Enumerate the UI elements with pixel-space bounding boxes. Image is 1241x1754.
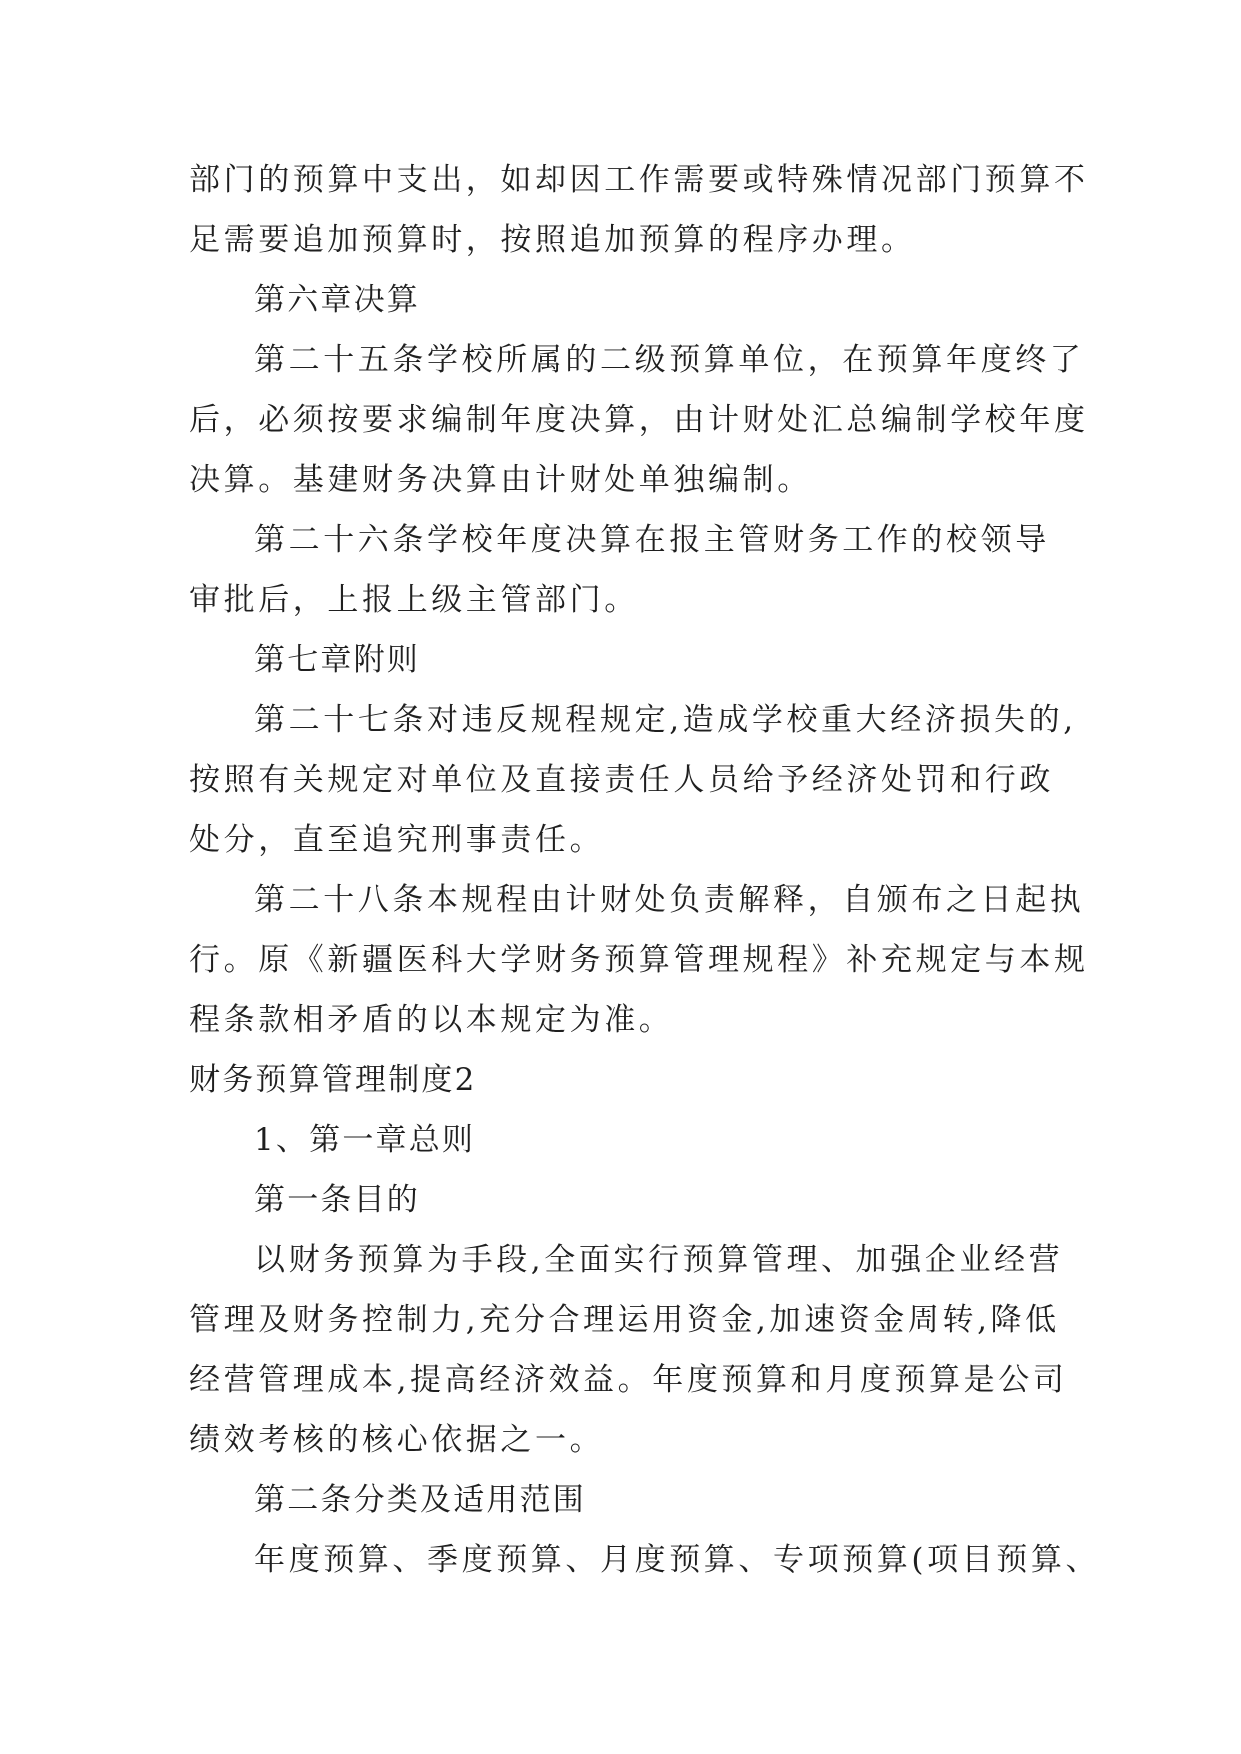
section-title: 财务预算管理制度2 [189,1062,477,1098]
paragraph-line: 以财务预算为手段,全面实行预算管理、加强企业经营 [254,1242,1064,1278]
chapter-heading: 第七章附则 [254,642,420,678]
article-heading: 第一条目的 [254,1182,420,1218]
article-heading: 第二条分类及适用范围 [254,1482,586,1518]
paragraph-line: 第二十八条本规程由计财处负责解释，自颁布之日起执 [254,882,1085,918]
paragraph-line: 程条款相矛盾的以本规定为准。 [189,1002,674,1038]
paragraph-line: 管理及财务控制力,充分合理运用资金,加速资金周转,降低 [189,1302,1060,1338]
paragraph-line: 第二十五条学校所属的二级预算单位，在预算年度终了 [254,342,1085,378]
paragraph-line: 处分，直至追究刑事责任。 [189,822,605,858]
paragraph-line: 第二十七条对违反规程规定,造成学校重大经济损失的, [254,702,1077,738]
chapter-heading: 第六章决算 [254,282,420,318]
chapter-heading: 1、第一章总则 [254,1122,476,1158]
paragraph-line: 后，必须按要求编制年度决算，由计财处汇总编制学校年度 [189,402,1089,438]
paragraph-line: 行。原《新疆医科大学财务预算管理规程》补充规定与本规 [189,942,1089,978]
paragraph-line: 审批后，上报上级主管部门。 [189,582,639,618]
paragraph-line: 部门的预算中支出，如却因工作需要或特殊情况部门预算不 [189,162,1089,198]
paragraph-line: 按照有关规定对单位及直接责任人员给予经济处罚和行政 [189,762,1054,798]
paragraph-line: 足需要追加预算时，按照追加预算的程序办理。 [189,222,916,258]
paragraph-line: 决算。基建财务决算由计财处单独编制。 [189,462,812,498]
paragraph-line: 绩效考核的核心依据之一。 [189,1422,605,1458]
paragraph-line: 第二十六条学校年度决算在报主管财务工作的校领导 [254,522,1050,558]
paragraph-line: 年度预算、季度预算、月度预算、专项预算(项目预算、 [254,1542,1101,1578]
paragraph-line: 经营管理成本,提高经济效益。年度预算和月度预算是公司 [189,1362,1068,1398]
